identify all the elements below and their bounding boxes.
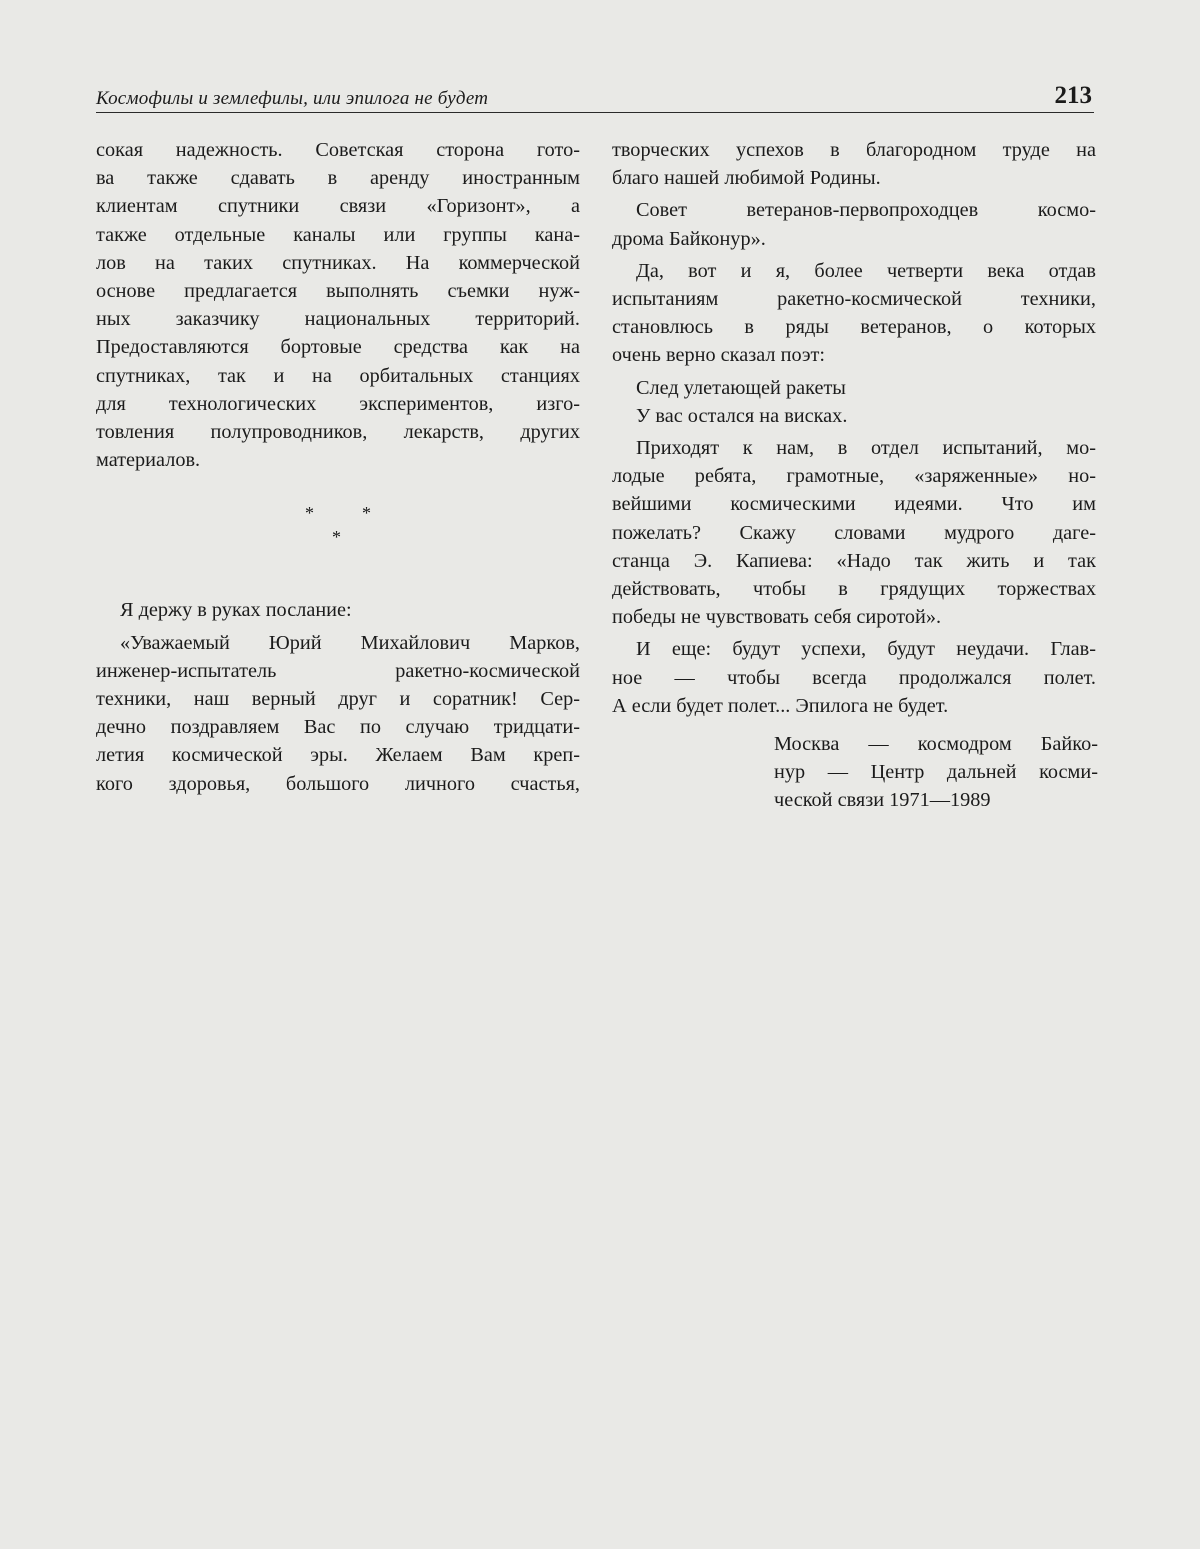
poem-line: У вас остался на висках. [636,404,848,427]
text-line: ных заказчику национальных территорий. [96,308,580,331]
text-line: основе предлагается выполнять съемки нуж- [96,280,580,303]
asterisk: * [332,527,341,548]
poem-line: След улетающей ракеты [636,376,846,399]
text-line: вейшими космическими идеями. Что им [612,493,1096,516]
text-line: Приходят к нам, в отдел испытаний, мо- [636,437,1096,460]
paragraph [612,635,1096,720]
paragraph [612,434,1096,631]
paragraph [612,257,1096,370]
text-line: нур — Центр дальней косми- [774,761,1098,784]
text-line: клиентам спутники связи «Горизонт», а [96,195,580,218]
text-line: становлюсь в ряды ветеранов, о которых [612,316,1096,339]
text-line: испытаниям ракетно-космической техники, [612,288,1096,311]
letter-paragraph [96,629,580,798]
asterisk: * [305,503,314,524]
text-line: Совет ветеранов-первопроходцев космо- [636,199,1096,222]
text-line: очень верно сказал поэт: [612,344,826,367]
text-line: ное — чтобы всегда продолжался полет. [612,666,1096,689]
text-line: материалов. [96,449,201,472]
text-line: спутниках, так и на орбитальных станциях [96,364,580,387]
text-line: «Уважаемый Юрий Михайлович Марков, [120,631,580,654]
text-line: Я держу в руках послание: [120,599,352,622]
text-line: пожелать? Скажу словами мудрого даге- [612,521,1096,544]
text-line: действовать, чтобы в грядущих торжествах [612,578,1096,601]
text-line: товления полупроводников, лекарств, других [96,421,580,444]
text-line: лов на таких спутниках. На коммерческой [96,251,580,274]
text-line: благо нашей любимой Родины. [612,167,881,190]
text-line: дрома Байконур». [612,227,766,250]
text-line: Москва — космодром Байко- [774,733,1098,755]
section-break-asterisks [96,498,580,584]
text-line: инженер-испытатель ракетно-космической [96,659,580,682]
text-line: творческих успехов в благородном труде на [612,139,1096,161]
text-line: также отдельные каналы или группы кана- [96,223,580,246]
text-line: победы не чувствовать себя сиротой». [612,606,942,629]
poem-quote [612,374,1096,430]
paragraph [96,596,580,624]
page-header [96,84,1094,114]
text-line: сокая надежность. Советская сторона гото- [96,139,580,161]
text-line: дечно поздравляем Вас по случаю тридцати- [96,716,580,739]
text-line: станца Э. Капиева: «Надо так жить и так [612,549,1096,572]
header-rule [96,112,1094,113]
text-line: кого здоровья, большого личного счастья, [96,772,580,795]
page-number: 213 [1054,82,1092,109]
text-line: И еще: будут успехи, будут неудачи. Глав- [636,638,1096,661]
text-line: ческой связи 1971—1989 [774,789,991,812]
left-column [96,136,580,802]
text-line: для технологических экспериментов, изго- [96,392,580,415]
text-line: летия космической эры. Желаем Вам креп- [96,744,580,767]
text-line: Да, вот и я, более четверти века отдав [636,259,1096,282]
text-line: А если будет полет... Эпилога не будет. [612,694,949,717]
paragraph [612,136,1096,192]
text-line: ва также сдавать в аренду иностранным [96,167,580,190]
text-line: Предоставляются бортовые средства как на [96,336,580,359]
text-line: техники, наш верный друг и соратник! Сер- [96,688,580,711]
place-and-date [774,730,1098,815]
spacer [96,584,580,596]
paragraph [96,136,580,474]
asterisk: * [362,503,371,524]
running-title: Космофилы и землефилы, или эпилога не будет [96,88,489,109]
right-column [612,136,1096,724]
text-line: лодые ребята, грамотные, «заряженные» но- [612,465,1096,488]
paragraph [612,196,1096,252]
